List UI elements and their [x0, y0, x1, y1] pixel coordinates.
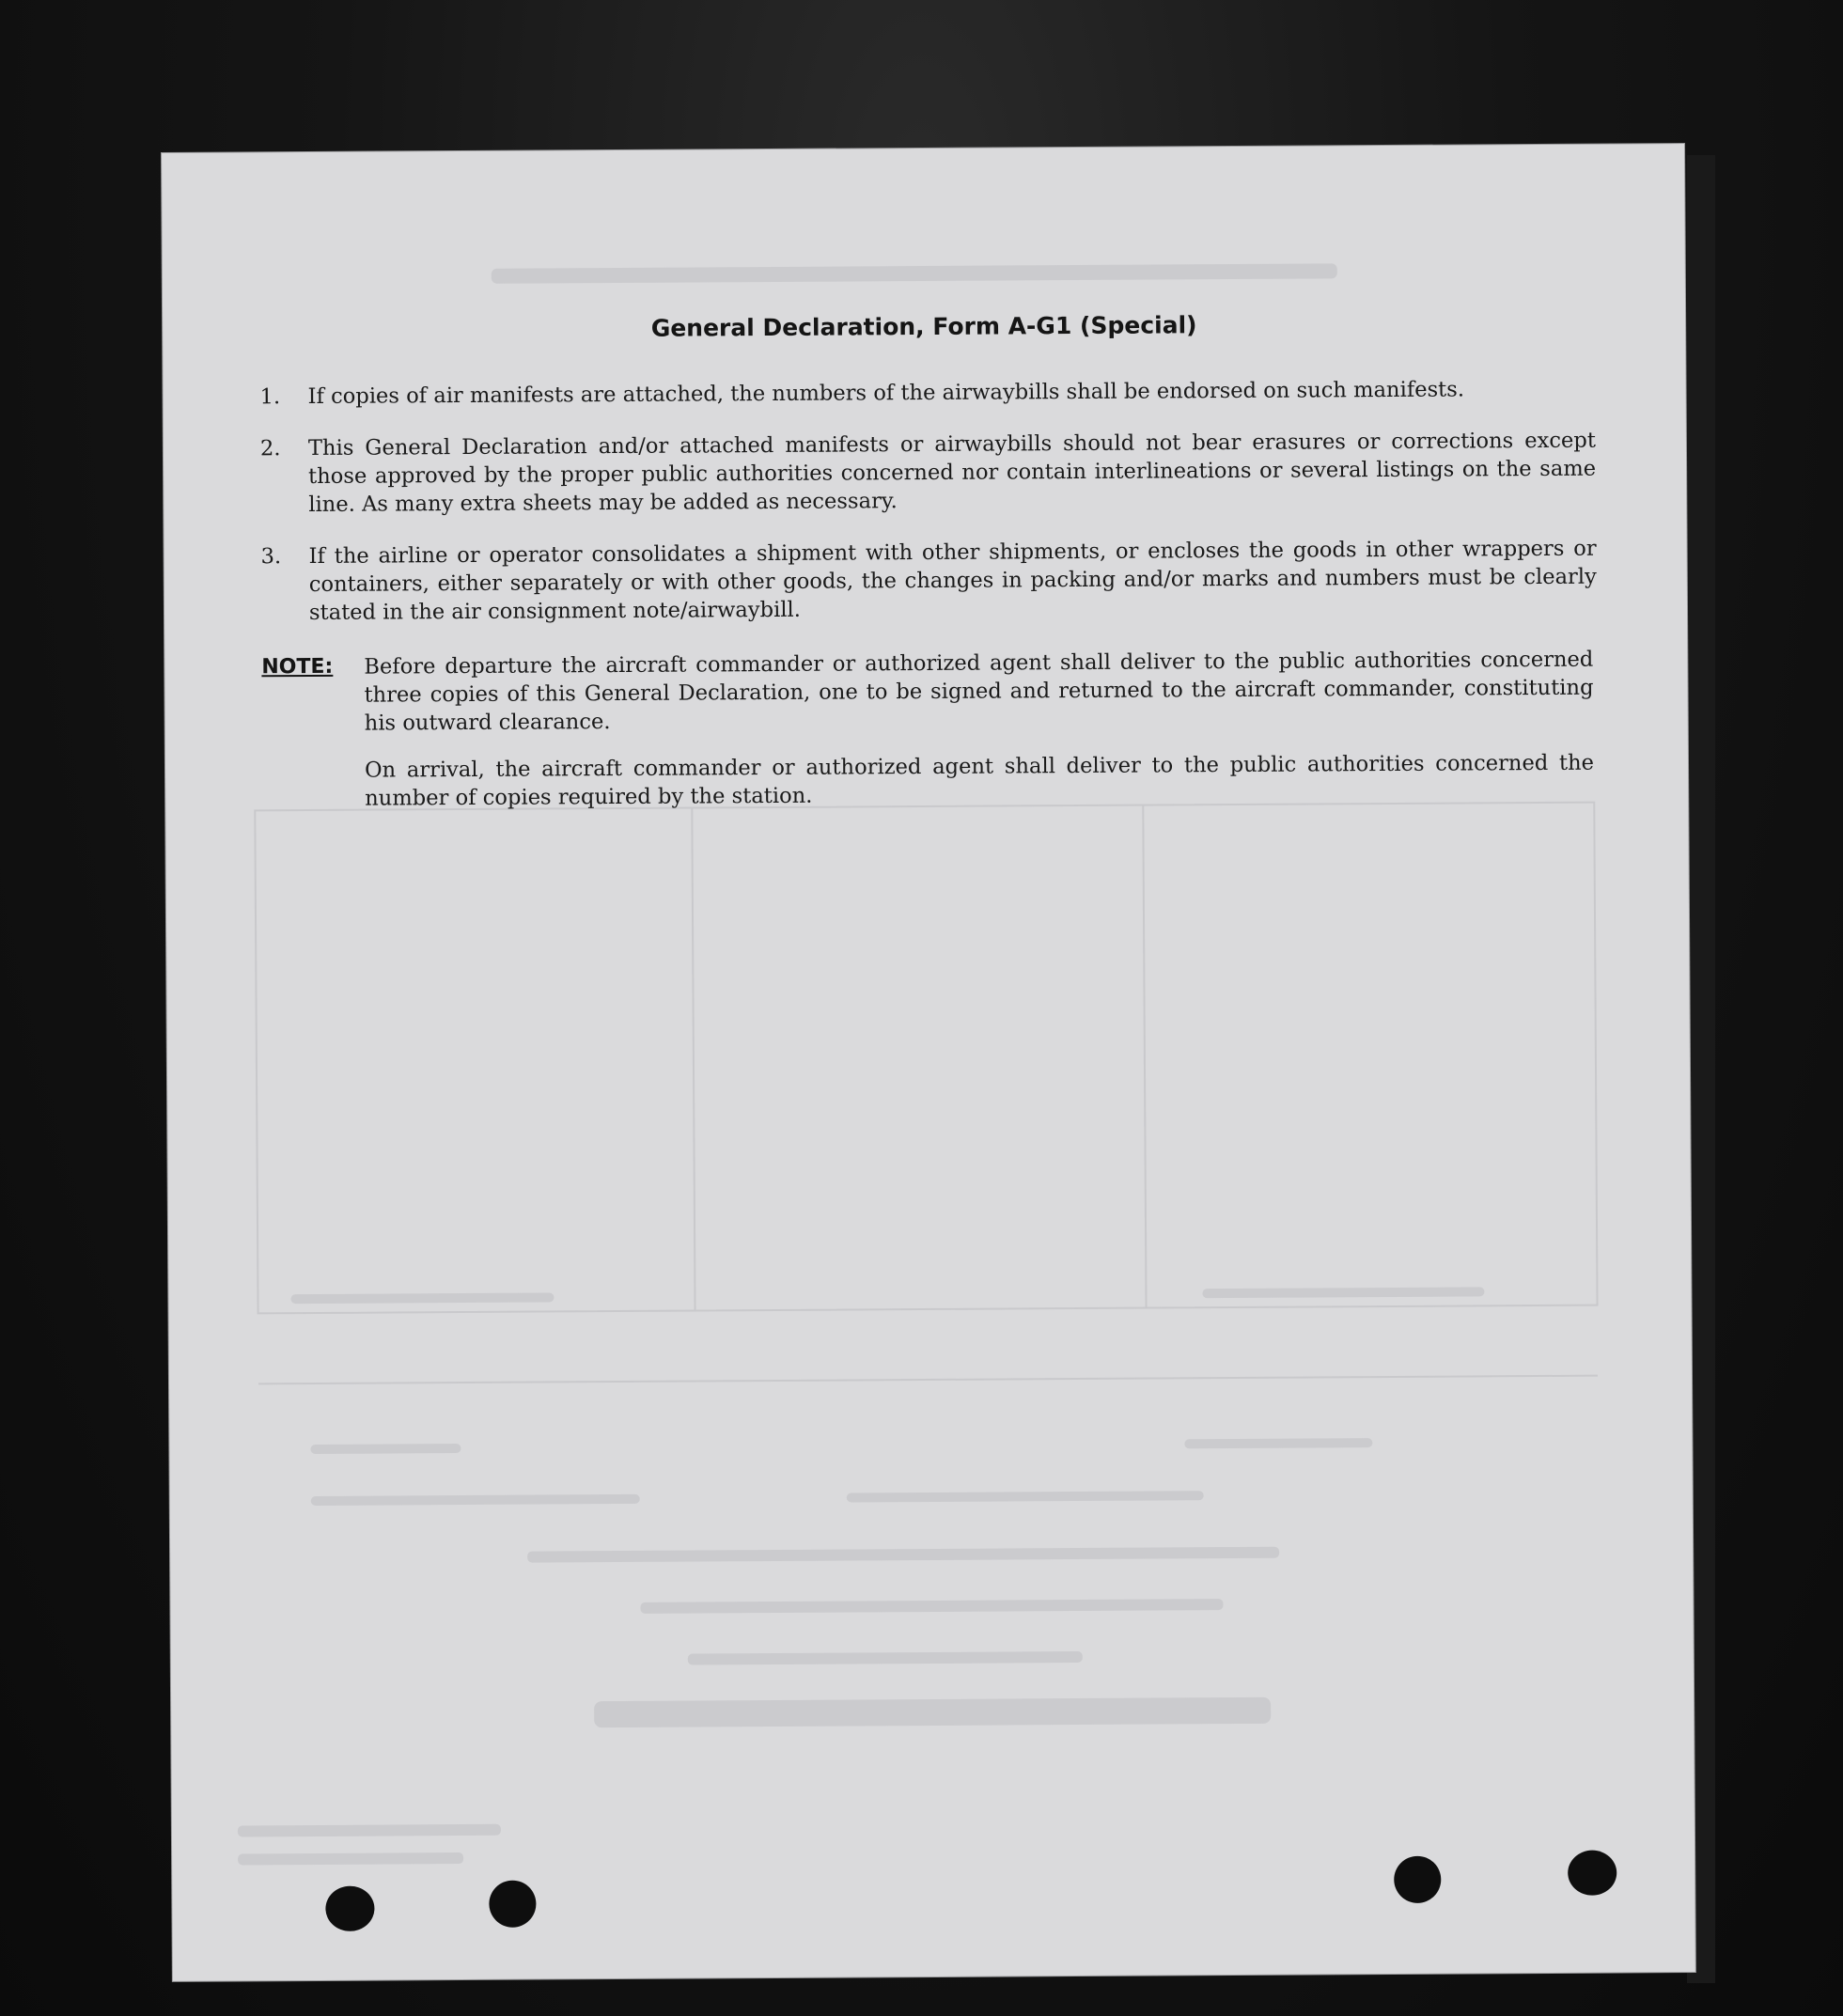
punch-hole: [1394, 1856, 1441, 1903]
punch-hole: [1568, 1851, 1617, 1896]
form-title: General Declaration, Form A-G1 (Special): [650, 311, 1197, 342]
note-label: NOTE:: [261, 654, 334, 680]
bleed-through-marks: [162, 144, 1695, 1981]
form-sheet: [162, 144, 1695, 1981]
item-number: 3.: [260, 544, 282, 570]
item-text: If copies of air manifests are attached, the numbers of the airwaybills shall be endorsed on such manifests.: [307, 377, 1465, 410]
note-paragraph-departure: Before departure the aircraft commander or authorized agent shall deliver to the public authorities concerned three copies of this General Declaration, one to be signed and returned to the aircraft commander, constituting his outward clearance.: [364, 647, 1594, 736]
punch-hole: [489, 1881, 536, 1928]
note-paragraph-arrival: On arrival, the aircraft commander or authorized agent shall deliver to the public authorities concerned the number of copies required by the station.: [364, 750, 1595, 811]
item-number: 2.: [259, 436, 281, 461]
item-text: If the airline or operator consolidates a shipment with other shipments, or encloses the goods in other wrappers or containers, either separately or with other goods, the changes in packing and/or marks and numbers must be clearly stated in the air consignment note/airwaybill.: [308, 536, 1597, 625]
item-text: This General Declaration and/or attached manifests or airwaybills should not bear erasures or corrections except those approved by the proper public authorities concerned nor contain interlineations or several listings on the same line. As many extra sheets may be added as necessary.: [307, 428, 1597, 517]
bleed-through-table: [255, 803, 1597, 1314]
punch-hole: [325, 1886, 374, 1931]
item-number: 1.: [259, 384, 281, 410]
